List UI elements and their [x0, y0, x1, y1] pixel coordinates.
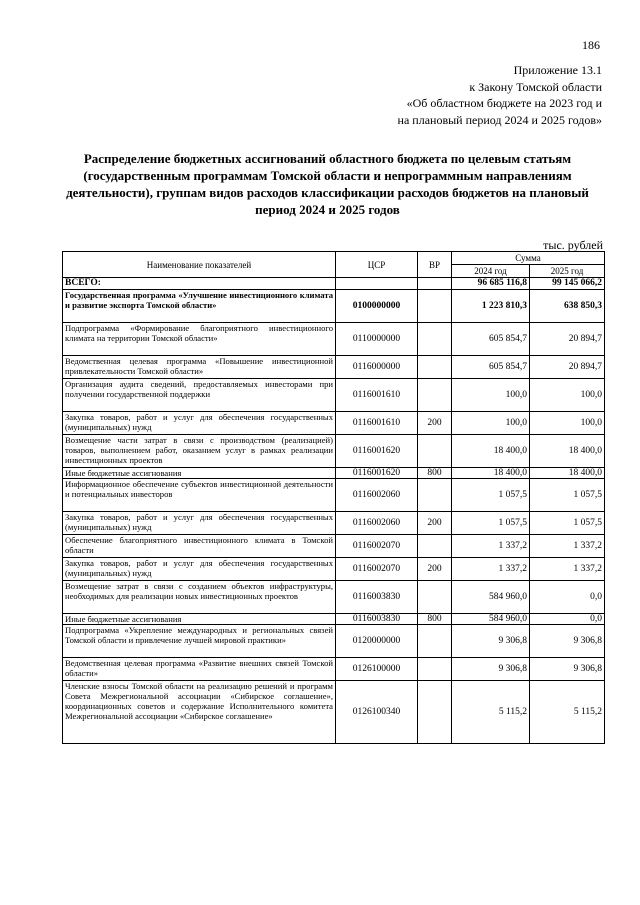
- row-code: 0116001610: [336, 379, 418, 412]
- table-row: [63, 379, 605, 412]
- table-row: [63, 512, 605, 535]
- row-value-2025: 18 400,0: [530, 435, 605, 468]
- row-value-2025: 9 306,8: [530, 658, 605, 681]
- row-value-2024: 605 854,7: [452, 356, 530, 379]
- row-value-2024: 1 337,2: [452, 535, 530, 558]
- table-row: [63, 278, 605, 290]
- row-value-2024: 9 306,8: [452, 658, 530, 681]
- row-value-2024: 5 115,2: [452, 681, 530, 744]
- appendix-line: на плановый период 2024 и 2025 годов»: [397, 112, 602, 127]
- row-code: 0110000000: [336, 323, 418, 356]
- row-value-2025: 100,0: [530, 379, 605, 412]
- row-vr: [418, 278, 452, 290]
- row-code: 0116000000: [336, 356, 418, 379]
- row-name: Ведомственная целевая программа «Повышение инвестиционной привлекательности Томской области»: [63, 356, 336, 379]
- table-row: [63, 290, 605, 323]
- row-code: [336, 278, 418, 290]
- appendix-line: «Об областном бюджете на 2023 год и: [406, 96, 602, 110]
- row-name: Подпрограмма «Укрепление международных и региональных связей Томской области и привлечение лучшей мировой практики»: [63, 625, 336, 658]
- row-name: Закупка товаров, работ и услуг для обеспечения государственных (муниципальных) нужд: [63, 512, 336, 535]
- row-value-2024: 584 960,0: [452, 581, 530, 614]
- row-name: Информационное обеспечение субъектов инвестиционной деятельности и потенциальных инвесторов: [63, 479, 336, 512]
- row-value-2025: 9 306,8: [530, 625, 605, 658]
- row-vr: 200: [418, 558, 452, 581]
- budget-table-body: [63, 278, 605, 744]
- row-name: Закупка товаров, работ и услуг для обеспечения государственных (муниципальных) нужд: [63, 412, 336, 435]
- row-name: Подпрограмма «Формирование благоприятного инвестиционного климата на территории Томской области»: [63, 323, 336, 356]
- row-vr: 800: [418, 468, 452, 479]
- table-row: [63, 535, 605, 558]
- row-vr: [418, 625, 452, 658]
- row-value-2024: 1 057,5: [452, 479, 530, 512]
- row-name: Иные бюджетные ассигнования: [63, 468, 336, 479]
- table-row: [63, 614, 605, 625]
- row-value-2024: 1 057,5: [452, 512, 530, 535]
- row-vr: [418, 479, 452, 512]
- appendix-line: к Закону Томской области: [469, 79, 602, 94]
- row-code: 0126100000: [336, 658, 418, 681]
- row-code: 0116002060: [336, 479, 418, 512]
- row-value-2025: 0,0: [530, 581, 605, 614]
- row-value-2025: 1 057,5: [530, 479, 605, 512]
- row-code: 0126100340: [336, 681, 418, 744]
- row-value-2025: 1 057,5: [530, 512, 605, 535]
- budget-table: [62, 251, 605, 744]
- table-row: [63, 581, 605, 614]
- row-value-2025: 1 337,2: [530, 558, 605, 581]
- table-row: [63, 323, 605, 356]
- page-number: 186: [582, 38, 600, 52]
- row-code: 0116002070: [336, 535, 418, 558]
- row-value-2025: 100,0: [530, 412, 605, 435]
- header-2024: 2024 год: [452, 265, 530, 278]
- row-vr: 200: [418, 412, 452, 435]
- row-vr: [418, 323, 452, 356]
- row-value-2025: 99 145 066,2: [530, 278, 605, 290]
- row-code: 0116003830: [336, 614, 418, 625]
- table-row: [63, 468, 605, 479]
- appendix-header: [302, 62, 602, 128]
- row-value-2024: 18 400,0: [452, 435, 530, 468]
- row-value-2024: 18 400,0: [452, 468, 530, 479]
- row-value-2025: 638 850,3: [530, 290, 605, 323]
- row-value-2025: 20 894,7: [530, 323, 605, 356]
- row-name: Организация аудита сведений, предоставляемых инвесторами при получении государственной поддержки: [63, 379, 336, 412]
- row-vr: [418, 435, 452, 468]
- table-row: [63, 479, 605, 512]
- row-value-2025: 0,0: [530, 614, 605, 625]
- row-value-2024: 1 223 810,3: [452, 290, 530, 323]
- row-vr: [418, 290, 452, 323]
- row-code: 0116001620: [336, 435, 418, 468]
- row-name: Закупка товаров, работ и услуг для обеспечения государственных (муниципальных) нужд: [63, 558, 336, 581]
- row-value-2024: 100,0: [452, 379, 530, 412]
- table-row: [63, 681, 605, 744]
- row-value-2024: 605 854,7: [452, 323, 530, 356]
- row-name: Возмещение затрат в связи с созданием объектов инфраструктуры, необходимых для реализации новых инвестиционных проектов: [63, 581, 336, 614]
- row-vr: [418, 379, 452, 412]
- row-name: ВСЕГО:: [63, 278, 336, 290]
- row-vr: [418, 681, 452, 744]
- table-row: [63, 658, 605, 681]
- row-vr: [418, 356, 452, 379]
- row-code: 0120000000: [336, 625, 418, 658]
- table-row: [63, 412, 605, 435]
- header-name: Наименование показателей: [63, 252, 336, 278]
- document-title: Распределение бюджетных ассигнований областного бюджета по целевым статьям (государственным программам Томской области и непрограммным направлениям деятельности), группам видов расходов классификации расходов бюджетов на плановый период 2024 и 2025 годов: [66, 151, 589, 217]
- units-label: тыс. рублей: [543, 238, 603, 252]
- row-vr: [418, 581, 452, 614]
- row-value-2024: 100,0: [452, 412, 530, 435]
- row-value-2025: 18 400,0: [530, 468, 605, 479]
- row-code: 0116001610: [336, 412, 418, 435]
- table-row: [63, 356, 605, 379]
- row-vr: 800: [418, 614, 452, 625]
- row-name: Обеспечение благоприятного инвестиционного климата в Томской области: [63, 535, 336, 558]
- header-sum: Сумма: [452, 252, 605, 265]
- row-value-2025: 20 894,7: [530, 356, 605, 379]
- row-name: Иные бюджетные ассигнования: [63, 614, 336, 625]
- table-row: [63, 435, 605, 468]
- row-code: 0116003830: [336, 581, 418, 614]
- header-2025: 2025 год: [530, 265, 605, 278]
- header-vr: ВР: [418, 252, 452, 278]
- table-row: [63, 625, 605, 658]
- row-code: 0116002070: [336, 558, 418, 581]
- row-code: 0100000000: [336, 290, 418, 323]
- appendix-line: Приложение 13.1: [513, 63, 602, 77]
- row-value-2025: 1 337,2: [530, 535, 605, 558]
- row-vr: [418, 658, 452, 681]
- row-value-2024: 96 685 116,8: [452, 278, 530, 290]
- row-value-2024: 9 306,8: [452, 625, 530, 658]
- header-code: ЦСР: [336, 252, 418, 278]
- row-code: 0116002060: [336, 512, 418, 535]
- row-value-2025: 5 115,2: [530, 681, 605, 744]
- row-code: 0116001620: [336, 468, 418, 479]
- row-vr: 200: [418, 512, 452, 535]
- row-name: Ведомственная целевая программа «Развитие внешних связей Томской области»: [63, 658, 336, 681]
- row-name: Членские взносы Томской области на реализацию решений и программ Совета Межрегиональной ассоциации «Сибирское соглашение», координационных советов и содержание Исполнительного комитета Межрегиональной ассоциации «Сибирское соглашение»: [63, 681, 336, 744]
- row-vr: [418, 535, 452, 558]
- table-row: [63, 558, 605, 581]
- row-value-2024: 1 337,2: [452, 558, 530, 581]
- row-name: Государственная программа «Улучшение инвестиционного климата и развитие экспорта Томской области»: [63, 290, 336, 323]
- row-name: Возмещение части затрат в связи с производством (реализацией) товаров, выполнением работ, оказанием услуг в рамках реализации инвестиционных проектов: [63, 435, 336, 468]
- row-value-2024: 584 960,0: [452, 614, 530, 625]
